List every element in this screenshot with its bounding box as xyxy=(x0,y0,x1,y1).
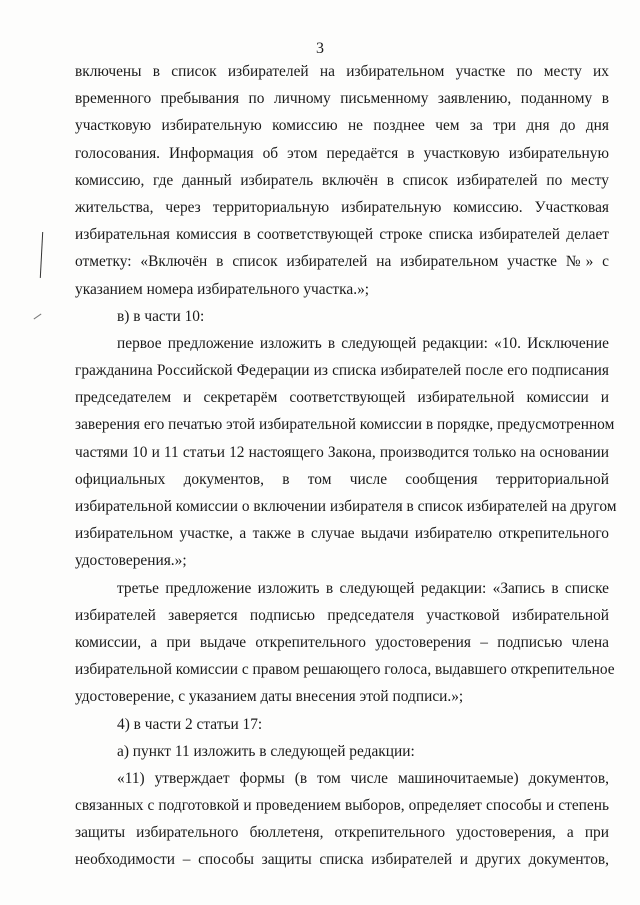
text-line: избирательная комиссия в соответствующей строке списка избирателей делает xyxy=(75,226,609,244)
text-line: избирательном участке, а также в случае выдачи избирателю открепительного xyxy=(75,525,609,543)
text-line: первое предложение изложить в следующей редакции: «10. Исключение xyxy=(117,334,609,352)
text-line: необходимости – способы защиты списка избирателей и других документов, xyxy=(75,851,609,869)
document-body xyxy=(75,58,617,874)
text-line: заверения его печатью этой избирательной комиссии в порядке, предусмотренном xyxy=(75,416,615,434)
text-line: защиты избирательного бюллетеня, открепительного удостоверения, а при xyxy=(75,824,609,842)
text-line: избирателей заверяется подписью председателя участковой избирательной xyxy=(75,606,609,624)
margin-pen-mark xyxy=(40,232,44,278)
text-line: официальных документов, в том числе сообщения территориальной xyxy=(75,470,609,488)
text-line: председателем и секретарём соответствующей избирательной комиссии и xyxy=(75,389,609,407)
text-line: 4) в части 2 статьи 17: xyxy=(117,715,263,733)
margin-pen-tick xyxy=(34,314,42,320)
text-line: участковую избирательную комиссию не позднее чем за три дня до дня xyxy=(75,117,609,135)
text-line: комиссию, где данный избиратель включён в список избирателей по месту xyxy=(75,171,609,189)
text-line: указанием номера избирательного участка.»; xyxy=(75,280,370,298)
text-line: удостоверения.»; xyxy=(75,552,187,570)
text-line: связанных с подготовкой и проведением выборов, определяет способы и степень xyxy=(75,797,609,815)
text-line: голосования. Информация об этом передаётся в участковую избирательную xyxy=(75,144,609,162)
text-line: избирательной комиссии с правом решающего голоса, выдавшего открепительное xyxy=(75,661,615,679)
text-line: частями 10 и 11 статьи 12 настоящего Закона, производится только на основании xyxy=(75,443,609,461)
text-line: временного пребывания по личному письменному заявлению, поданному в xyxy=(75,90,609,108)
text-line: включены в список избирателей на избирательном участке по месту их xyxy=(75,63,609,80)
text-line: отметку: «Включён в список избирателей на избирательном участке №» с xyxy=(75,253,609,271)
page-number: 3 xyxy=(316,40,324,57)
text-line: в) в части 10: xyxy=(117,307,205,325)
text-line: третье предложение изложить в следующей редакции: «Запись в списке xyxy=(117,579,609,597)
text-line: гражданина Российской Федерации из списка избирателей после его подписания xyxy=(75,362,609,380)
text-line: а) пункт 11 изложить в следующей редакции: xyxy=(117,742,415,760)
text-line: комиссии, а при выдаче открепительного удостоверения – подписью члена xyxy=(75,633,609,651)
text-line: жительства, через территориальную избирательную комиссию. Участковая xyxy=(75,198,609,216)
text-line: избирательной комиссии о включении избирателя в список избирателей на другом xyxy=(75,498,617,515)
text-line: удостоверение, с указанием даты внесения этой подписи.»; xyxy=(75,688,464,706)
text-line: «11) утверждает формы (в том числе машиночитаемые) документов, xyxy=(117,769,609,787)
